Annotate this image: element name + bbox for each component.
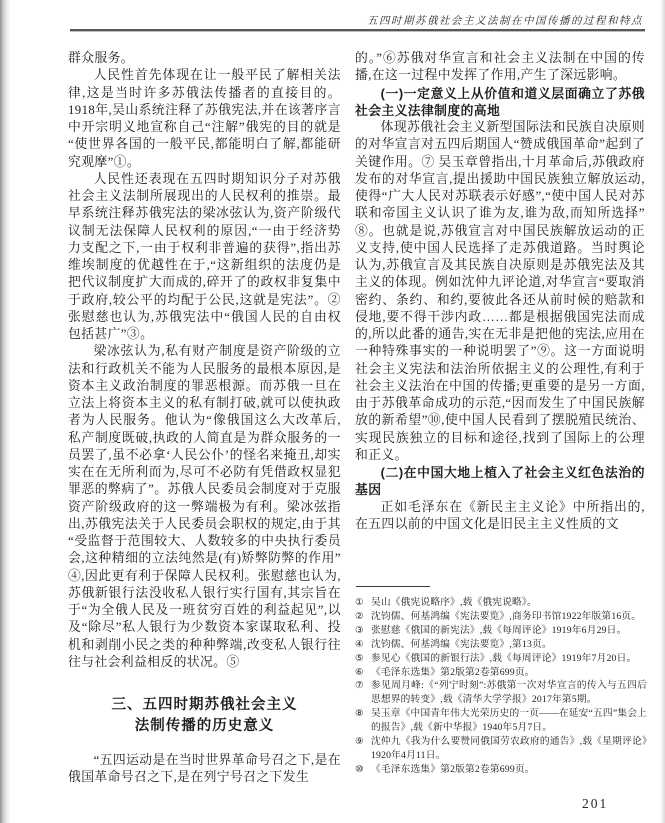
body-paragraph: 正如毛泽东在《新民主主义论》中所指出的,在五四以前的中国文化是旧民主主义性质的文 bbox=[355, 499, 645, 531]
footnote-item bbox=[355, 638, 647, 652]
footnote-text: 张慰慈《俄国的新宪法》,载《每周评论》1919年6月29日。 bbox=[371, 624, 627, 636]
footnote-item bbox=[355, 679, 647, 707]
footnote-marker: ⑤ bbox=[355, 652, 364, 664]
footnote-marker: ④ bbox=[355, 638, 364, 650]
section-heading bbox=[68, 695, 341, 737]
footnote-item bbox=[355, 763, 647, 777]
footnote-text: 沈仲九《我为什么要赞同俄国劳农政府的通告》,载《星期评论》1920年4月11日。 bbox=[371, 736, 647, 761]
footnote-text: 沈钧儒、何基鸿编《宪法要览》,商务印书馆1922年版第16页。 bbox=[371, 610, 642, 622]
paragraph-continuation: 的。”⑥苏俄对华宣言和社会主义法制在中国的传播,在这一过程中发挥了作用,产生了深远影响。 bbox=[355, 51, 645, 83]
paragraph-continuation: 群众服务。 bbox=[68, 51, 134, 65]
footnote-marker: ⑥ bbox=[355, 666, 364, 678]
footnote-marker: ③ bbox=[355, 624, 364, 636]
footnote-text: 参见周月峰:《“列宁时刻”:苏俄第一次对华宣言的传入与五四后思想界的转变》,载《清华大学学报》2017年第5期。 bbox=[371, 680, 647, 706]
footnote-marker: ⑧ bbox=[355, 708, 364, 720]
page-number: 201 bbox=[582, 796, 609, 811]
section-heading-line1: 三、五四时期苏俄社会主义 bbox=[111, 697, 298, 713]
scan-right-edge-shadow bbox=[660, 0, 665, 823]
footnote-marker: ⑨ bbox=[355, 736, 364, 748]
footnote-item bbox=[355, 652, 647, 666]
footnote-item bbox=[355, 735, 647, 763]
footnotes-block bbox=[355, 596, 647, 777]
footnote-marker: ② bbox=[355, 610, 364, 622]
body-paragraph: 人民性还表现在五四时期知识分子对苏俄社会主义法制所展现出的人民权利的推崇。最早系统注释苏俄宪法的梁冰弦认为,资产阶级代议制无法保障人民权利的原因,“一由于经济势力支配之下,一由于权利非普遍的获得”,指出苏维埃制度的优越性在于,“这新组织的法度仍是把代议制度扩大而成的,碎开了的政权非复集中于政府,较公平的均配于公民,这就是宪法”。② 张慰慈也认为,苏俄宪法中“俄国人民的自由权包括甚广”③。 bbox=[68, 171, 341, 341]
subsection-heading-2: (二)在中国大地上植入了社会主义红色法治的基因 bbox=[355, 465, 645, 498]
section-heading-line2: 法制传播的历史意义 bbox=[134, 718, 275, 734]
footnote-text: 吴玉章《中国青年伟大光荣历史的一页——在延安“五四”集会上的报告》,载《新中华报》1940年5月7日。 bbox=[371, 708, 647, 734]
footnote-marker: ① bbox=[355, 597, 364, 608]
footnote-item bbox=[355, 610, 647, 624]
scan-left-edge-shadow bbox=[0, 0, 11, 823]
body-paragraph: 人民性首先体现在让一般平民了解相关法律,这是当时许多苏俄法传播者的直接目的。1918年,吴山系统注释了苏俄宪法,并在该著序言中开宗明义地宣称自己“注解”俄宪的目的就是“使世界各国的一般平民,都能明白了解,都能研究观摩”①。 bbox=[68, 68, 341, 169]
body-paragraph: “五四运动是在当时世界革命号召之下,是在俄国革命号召之下,是在列宁号召之下发生 bbox=[68, 753, 341, 785]
header-rule bbox=[70, 29, 645, 32]
left-text-column bbox=[68, 50, 341, 787]
body-paragraph: 体现苏俄社会主义新型国际法和民族自决原则的对华宣言对五四后期国人“赞成俄国革命”起到了关键作用。⑦ 吴玉章曾指出,十月革命后,苏俄政府发布的对华宣言,提出援助中国民族独立解放运动,使得“广大人民对苏联表示好感”,“使中国人民对苏联和帝国主义认识了谁为友,谁为敌,而知所选择”⑧。也就是说,苏俄宣言对中国民族解放运动的正义支持,使中国人民选择了走苏俄道路。当时舆论认为,苏俄宣言及其民族自决原则是苏俄宪法及其主义的体现。例如沈仲九评论道,对华宣言“要取消密约、条约、和约,要彼此各还从前时候的赔款和侵地,要不得干涉内政……都是根据俄国宪法而成的,所以此番的通告,实在无非是把他的宪法,应用在一种特殊事实的一种说明罢了”⑨。这一方面说明社会主义宪法和法治所依据主义的公理性,有利于社会主义法治在中国的传播;更重要的是另一方面,由于苏俄革命成功的示范,“因而发生了中国民族解放的新希望”⑩,使中国人民看到了摆脱殖民统治、实现民族独立的目标和途径,找到了国际上的公理和正义。 bbox=[355, 120, 645, 462]
footnote-item bbox=[355, 596, 647, 610]
body-paragraph: 梁冰弦认为,私有财产制度是资产阶级的立法和行政机关不能为人民服务的最根本原因,是资本主义政治制度的罪恶根源。而苏俄一旦在立法上将资本主义的私有制打破,就可以使执政者为人民服务。他认为“像俄国这么大改革后,私产制度既破,执政的人简直是为群众服务的一员罢了,虽不必拿‘人民公仆’的怪名来掩丑,却实实在在无所利而为,尽可不必防有凭借政权显犯罪恶的弊病了”。苏俄人民委员会制度对于克服资产阶级政府的这一弊端极为有利。梁冰弦指出,苏俄宪法关于人民委员会职权的规定,由于其“受监督于范围较大、人数较多的中央执行委员会,这种精细的立法纯然是(有)矫弊防弊的作用”④,因此更有利于保障人民权利。张慰慈也认为,苏俄新银行法没收私人银行实行国有,其宗旨在于“为全俄人民及一班贫穷百姓的利益起见”,以及“除尽”私人银行为少数资本家谋取私利、投机和剥削小民之类的种种弊端,改变私人银行往往与社会利益相反的状况。⑤ bbox=[68, 344, 341, 669]
footnote-item bbox=[355, 666, 647, 680]
footnote-text: 沈钧儒、何基鸿编《宪法要览》,第13页。 bbox=[371, 638, 552, 650]
footnote-text: 《毛泽东选集》第2版第2卷第699页。 bbox=[371, 763, 535, 775]
footnote-text: 吴山《俄宪说略序》,载《俄宪说略》。 bbox=[371, 597, 537, 608]
subsection-heading-1: (一)一定意义上从价值和道义层面确立了苏俄社会主义法律制度的高地 bbox=[355, 85, 645, 118]
footnote-text: 参见心《俄国的新银行法》,载《每周评论》1919年7月20日。 bbox=[371, 652, 637, 664]
running-header-title: 五四时期苏俄社会主义法制在中国传播的过程和特点 bbox=[367, 16, 643, 27]
footnote-marker: ⑦ bbox=[355, 680, 364, 692]
footnote-item bbox=[355, 707, 647, 735]
right-text-column bbox=[355, 50, 645, 533]
footnote-item bbox=[355, 624, 647, 638]
footnote-text: 《毛泽东选集》第2版第2卷第699页。 bbox=[371, 666, 535, 678]
footnote-marker: ⑩ bbox=[355, 763, 364, 775]
footnote-separator-rule bbox=[356, 586, 430, 587]
